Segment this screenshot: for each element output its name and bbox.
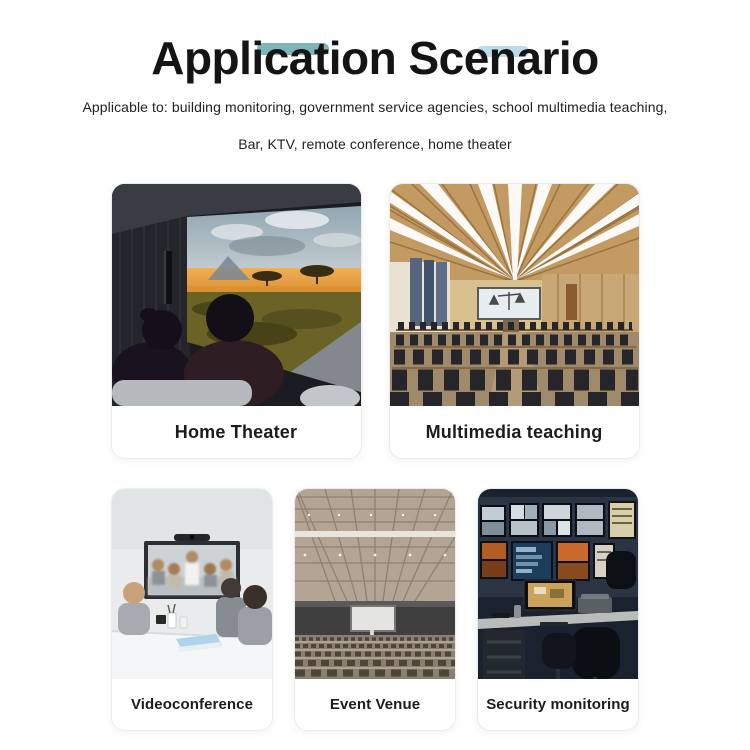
home-theater-photo xyxy=(112,184,361,406)
title-wrap xyxy=(0,30,750,88)
card-label: Home Theater xyxy=(174,421,298,442)
card-row-1 xyxy=(0,183,750,459)
card-videoconference xyxy=(111,488,273,731)
card-row-2 xyxy=(0,488,750,731)
card-multimedia-teaching xyxy=(389,183,640,459)
card-label: Event Venue xyxy=(329,696,421,713)
security-monitoring-photo xyxy=(478,489,638,679)
event-venue-photo xyxy=(295,489,455,679)
card-home-theater xyxy=(111,183,362,459)
videoconference-photo xyxy=(112,489,272,679)
page-title: Application Scenario xyxy=(151,32,599,84)
card-label: Multimedia teaching xyxy=(425,421,603,442)
subtitle-line-1: Applicable to: building monitoring, government service agencies, school multimedia teaching, xyxy=(82,99,668,115)
card-label: Videoconference xyxy=(130,696,254,713)
header xyxy=(0,0,750,152)
card-event-venue xyxy=(294,488,456,731)
card-label: Security monitoring xyxy=(486,696,630,713)
multimedia-teaching-photo xyxy=(390,184,639,406)
subtitle-line-2: Bar, KTV, remote conference, home theater xyxy=(238,136,512,152)
card-security-monitoring xyxy=(477,488,639,731)
